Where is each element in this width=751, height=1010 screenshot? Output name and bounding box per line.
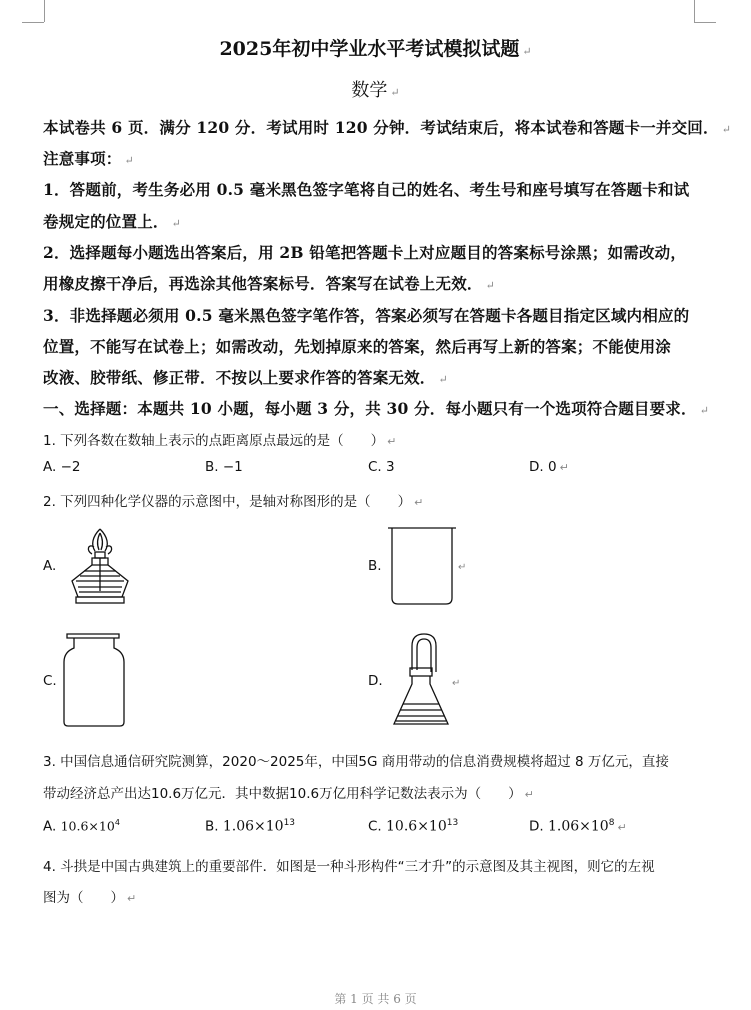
- question-4-stem-line2: 图为（ ） ↵: [43, 890, 137, 906]
- question-3-stem-line1: 3. 中国信息通信研究院测算，2020～2025年，中国5G 商用带动的信息消费规模将超过 8 万亿元，直接: [43, 754, 669, 770]
- page-footer: 第 1 页 共 6 页: [334, 992, 417, 1006]
- note-3c: 改液、胶带纸、修正带．不按以上要求作答的答案无效． ↵: [43, 368, 448, 387]
- q2-option-a: A.: [43, 558, 57, 574]
- q3-option-c: C. $10.6\times 10^{13}$: [368, 818, 459, 835]
- crop-mark-right-h: [694, 22, 716, 23]
- crop-mark-left-h: [22, 22, 44, 23]
- note-2b: 用橡皮擦干净后，再选涂其他答案标号．答案写在试卷上无效． ↵: [43, 274, 496, 293]
- intro-line: 本试卷共 6 页．满分 120 分．考试用时 120 分钟．考试结束后，将本试卷和答题卡一并交回． ↵: [43, 118, 732, 137]
- page-title: 2025年初中学业水平考试模拟试题 ↵: [219, 38, 532, 60]
- q1-option-b: B. −1: [205, 459, 243, 475]
- q3-option-d: D. $1.06\times 10^8$ ↵: [529, 818, 627, 835]
- q1-option-a: A. −2: [43, 459, 81, 475]
- q1-option-d: D. 0 ↵: [529, 459, 569, 475]
- q2-option-d: D.: [368, 673, 383, 689]
- jar-figure: [60, 632, 128, 728]
- q1-option-c: C. 3: [368, 459, 395, 475]
- svg-text:↵: ↵: [452, 678, 461, 689]
- note-3a: 3．非选择题必须用 0.5 毫米黑色签字笔作答，答案必须写在答题卡各题目指定区域内相应的: [43, 306, 690, 325]
- question-2-stem: 2. 下列四种化学仪器的示意图中，是轴对称图形的是（ ） ↵: [43, 494, 424, 510]
- q3-option-a: A. $10.6\times 10^4$: [43, 818, 120, 835]
- note-1a: 1．答题前，考生务必用 0.5 毫米黑色签字笔将自己的姓名、考生号和座号填写在答题卡和试: [43, 180, 690, 199]
- subject-title: 数学 ↵: [351, 80, 400, 101]
- note-2a: 2．选择题每小题选出答案后，用 2B 铅笔把答题卡上对应题目的答案标号涂黑；如需改动，: [43, 243, 687, 262]
- crop-mark-right: [694, 0, 695, 22]
- question-3-stem-line2: 带动经济总产出达10.6万亿元．其中数据10.6万亿用科学记数法表示为（ ） ↵: [43, 786, 534, 802]
- question-4-stem-line1: 4. 斗拱是中国古典建筑上的重要部件．如图是一种斗形构件“三才升”的示意图及其主视图，则它的左视: [43, 859, 655, 875]
- beaker-figure: [386, 524, 467, 608]
- note-1b: 卷规定的位置上． ↵: [43, 212, 182, 231]
- notes-heading: 注意事项： ↵: [43, 149, 134, 168]
- q3-option-b: B. $1.06\times 10^{13}$: [205, 818, 296, 835]
- question-1-stem: 1. 下列各数在数轴上表示的点距离原点最远的是（ ） ↵: [43, 433, 397, 449]
- section-heading: 一、选择题：本题共 10 小题，每小题 3 分，共 30 分．每小题只有一个选项符合题目要求． ↵: [43, 399, 710, 418]
- crop-mark-left: [44, 0, 45, 22]
- note-3b: 位置，不能写在试卷上；如需改动，先划掉原来的答案，然后再写上新的答案；不能使用涂: [43, 337, 672, 356]
- flask-figure: [390, 630, 461, 730]
- q2-option-c: C.: [43, 673, 57, 689]
- q2-option-b: B.: [368, 558, 382, 574]
- alcohol-lamp-figure: [64, 525, 136, 607]
- svg-text:↵: ↵: [458, 562, 467, 573]
